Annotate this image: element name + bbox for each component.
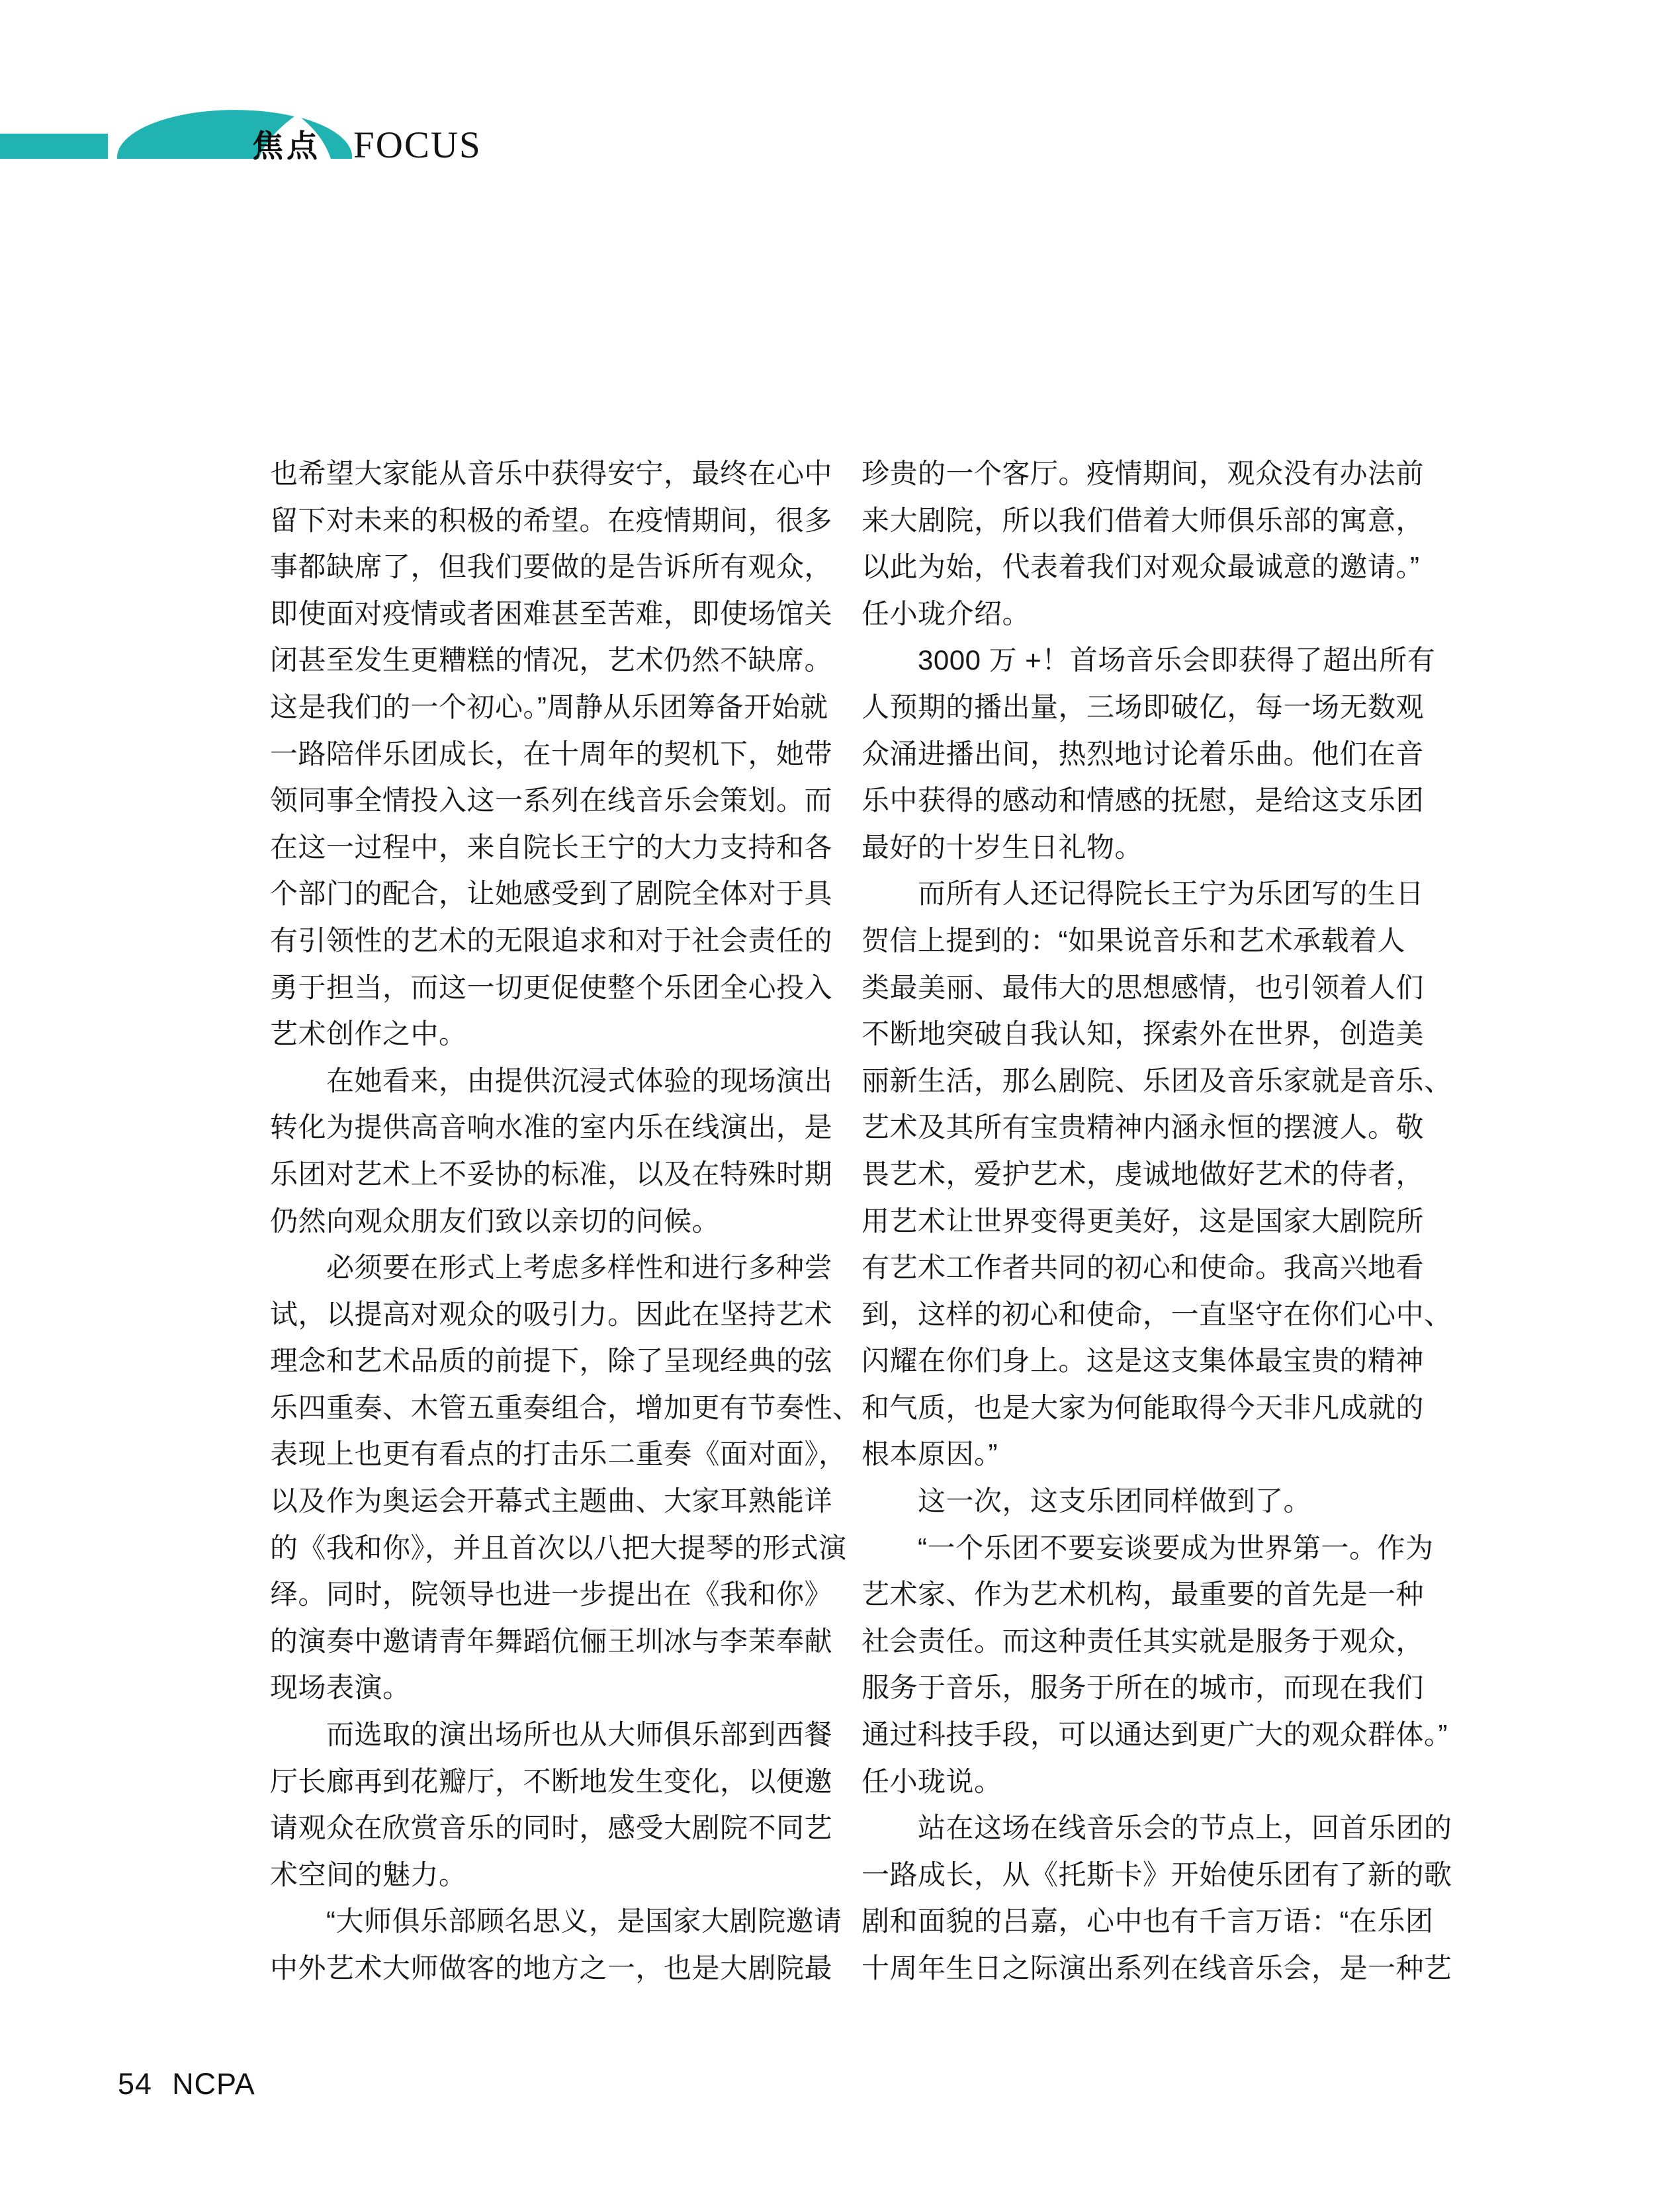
text-line: 艺术及其所有宝贵精神内涵永恒的摆渡人。敬 — [862, 1112, 1425, 1143]
text-line: 3000 万 +！首场音乐会即获得了超出所有 — [862, 644, 1436, 676]
text-line: 而选取的演出场所也从大师俱乐部到西餐 — [270, 1719, 833, 1751]
text-line: 一路陪伴乐团成长，在十周年的契机下，她带 — [270, 738, 833, 769]
text-line: 和气质，也是大家为何能取得今天非凡成就的 — [862, 1391, 1425, 1423]
text-line: 社会责任。而这种责任其实就是服务于观众， — [862, 1625, 1425, 1657]
text-line: 个部门的配合，让她感受到了剧院全体对于具 — [270, 878, 833, 910]
text-line: 通过科技手段，可以通达到更广大的观众群体。” — [862, 1719, 1448, 1751]
text-line: 事都缺席了，但我们要做的是告诉所有观众， — [270, 551, 833, 583]
magazine-brand: NCPA — [172, 2067, 255, 2101]
text-line: “大师俱乐部顾名思义，是国家大剧院邀请 — [270, 1905, 842, 1937]
text-line: 服务于音乐，服务于所在的城市，而现在我们 — [862, 1672, 1425, 1704]
text-line: 厅长廊再到花瓣厅，不断地发生变化，以便邀 — [270, 1765, 833, 1797]
text-line: 留下对未来的积极的希望。在疫情期间，很多 — [270, 504, 833, 536]
text-line: 剧和面貌的吕嘉，心中也有千言万语：“在乐团 — [862, 1905, 1434, 1937]
focus-section-logo — [0, 0, 516, 198]
text-line: 艺术创作之中。 — [270, 1018, 467, 1050]
text-line: 这一次，这支乐团同样做到了。 — [862, 1485, 1312, 1517]
text-line: 任小珑介绍。 — [862, 597, 1031, 629]
text-line: 也希望大家能从音乐中获得安宁，最终在心中 — [270, 458, 833, 489]
text-line: 站在这场在线音乐会的节点上，回首乐团的 — [862, 1812, 1452, 1844]
text-line: 在这一过程中，来自院长王宁的大力支持和各 — [270, 831, 833, 863]
text-line: 而所有人还记得院长王宁为乐团写的生日 — [862, 878, 1425, 910]
text-line: 任小珑说。 — [862, 1765, 1002, 1797]
text-line: 必须要在形式上考虑多样性和进行多种尝 — [270, 1252, 833, 1284]
text-line: 乐四重奏、木管五重奏组合，增加更有节奏性、 — [270, 1391, 861, 1423]
text-line: 请观众在欣赏音乐的同时，感受大剧院不同艺 — [270, 1812, 833, 1844]
text-line: 一路成长，从《托斯卡》开始使乐团有了新的歌 — [862, 1859, 1452, 1890]
article-column-right — [862, 451, 1452, 1992]
text-line: 类最美丽、最伟大的思想感情，也引领着人们 — [862, 971, 1425, 1003]
text-line: 艺术家、作为艺术机构，最重要的首先是一种 — [862, 1579, 1425, 1610]
text-line: 术空间的魅力。 — [270, 1859, 467, 1890]
section-title-zh: 焦点 — [252, 128, 321, 163]
text-line: 以及作为奥运会开幕式主题曲、大家耳熟能详 — [270, 1485, 833, 1517]
text-line: 现场表演。 — [270, 1672, 411, 1704]
text-line: 不断地突破自我认知，探索外在世界，创造美 — [862, 1018, 1425, 1050]
text-line: 勇于担当，而这一切更促使整个乐团全心投入 — [270, 971, 833, 1003]
page-footer — [118, 2067, 255, 2101]
text-line: 试，以提高对观众的吸引力。因此在坚持艺术 — [270, 1298, 833, 1330]
text-line: 闪耀在你们身上。这是这支集体最宝贵的精神 — [862, 1345, 1425, 1377]
text-line: 人预期的播出量，三场即破亿，每一场无数观 — [862, 691, 1425, 722]
section-title-en: FOCUS — [353, 124, 482, 166]
text-line: 领同事全情投入这一系列在线音乐会策划。而 — [270, 785, 833, 816]
text-line: 有艺术工作者共同的初心和使命。我高兴地看 — [862, 1252, 1425, 1284]
text-line: 珍贵的一个客厅。疫情期间，观众没有办法前 — [862, 458, 1425, 489]
header-accent-bar — [0, 134, 108, 159]
text-line: 在她看来，由提供沉浸式体验的现场演出 — [270, 1065, 833, 1096]
text-line: 乐团对艺术上不妥协的标准，以及在特殊时期 — [270, 1158, 833, 1190]
page-header — [0, 0, 516, 198]
page-number: 54 — [118, 2067, 153, 2101]
text-line: 理念和艺术品质的前提下，除了呈现经典的弦 — [270, 1345, 833, 1377]
text-line: 最好的十岁生日礼物。 — [862, 831, 1143, 863]
article-column-left — [270, 451, 861, 1992]
text-line: 闭甚至发生更糟糕的情况，艺术仍然不缺席。 — [270, 644, 833, 676]
text-line: 到，这样的初心和使命，一直坚守在你们心中、 — [862, 1298, 1452, 1330]
text-line: 中外艺术大师做客的地方之一，也是大剧院最 — [270, 1952, 833, 1984]
text-line: 十周年生日之际演出系列在线音乐会，是一种艺 — [862, 1952, 1452, 1984]
text-line: 以此为始，代表着我们对观众最诚意的邀请。” — [862, 551, 1420, 583]
text-line: “一个乐团不要妄谈要成为世界第一。作为 — [862, 1532, 1434, 1563]
text-line: 用艺术让世界变得更美好，这是国家大剧院所 — [862, 1205, 1425, 1237]
text-line: 贺信上提到的：“如果说音乐和艺术承载着人 — [862, 924, 1405, 956]
text-line: 乐中获得的感动和情感的抚慰，是给这支乐团 — [862, 785, 1425, 816]
text-line: 的演奏中邀请青年舞蹈伉俪王圳冰与李茉奉献 — [270, 1625, 833, 1657]
text-line: 有引领性的艺术的无限追求和对于社会责任的 — [270, 924, 833, 956]
text-line: 畏艺术，爱护艺术，虔诚地做好艺术的侍者， — [862, 1158, 1425, 1190]
text-line: 丽新生活，那么剧院、乐团及音乐家就是音乐、 — [862, 1065, 1452, 1096]
text-line: 的《我和你》，并且首次以八把大提琴的形式演 — [270, 1532, 847, 1563]
text-line: 表现上也更有看点的打击乐二重奏《面对面》， — [270, 1438, 847, 1470]
text-line: 即使面对疫情或者困难甚至苦难，即使场馆关 — [270, 597, 833, 629]
text-line: 众涌进播出间，热烈地讨论着乐曲。他们在音 — [862, 738, 1425, 769]
text-line: 根本原因。” — [862, 1438, 998, 1470]
text-line: 绎。同时，院领导也进一步提出在《我和你》 — [270, 1579, 833, 1610]
text-line: 这是我们的一个初心。”周静从乐团筹备开始就 — [270, 691, 828, 722]
text-line: 转化为提供高音响水准的室内乐在线演出，是 — [270, 1112, 833, 1143]
text-line: 仍然向观众朋友们致以亲切的问候。 — [270, 1205, 721, 1237]
text-line: 来大剧院，所以我们借着大师俱乐部的寓意， — [862, 504, 1425, 536]
